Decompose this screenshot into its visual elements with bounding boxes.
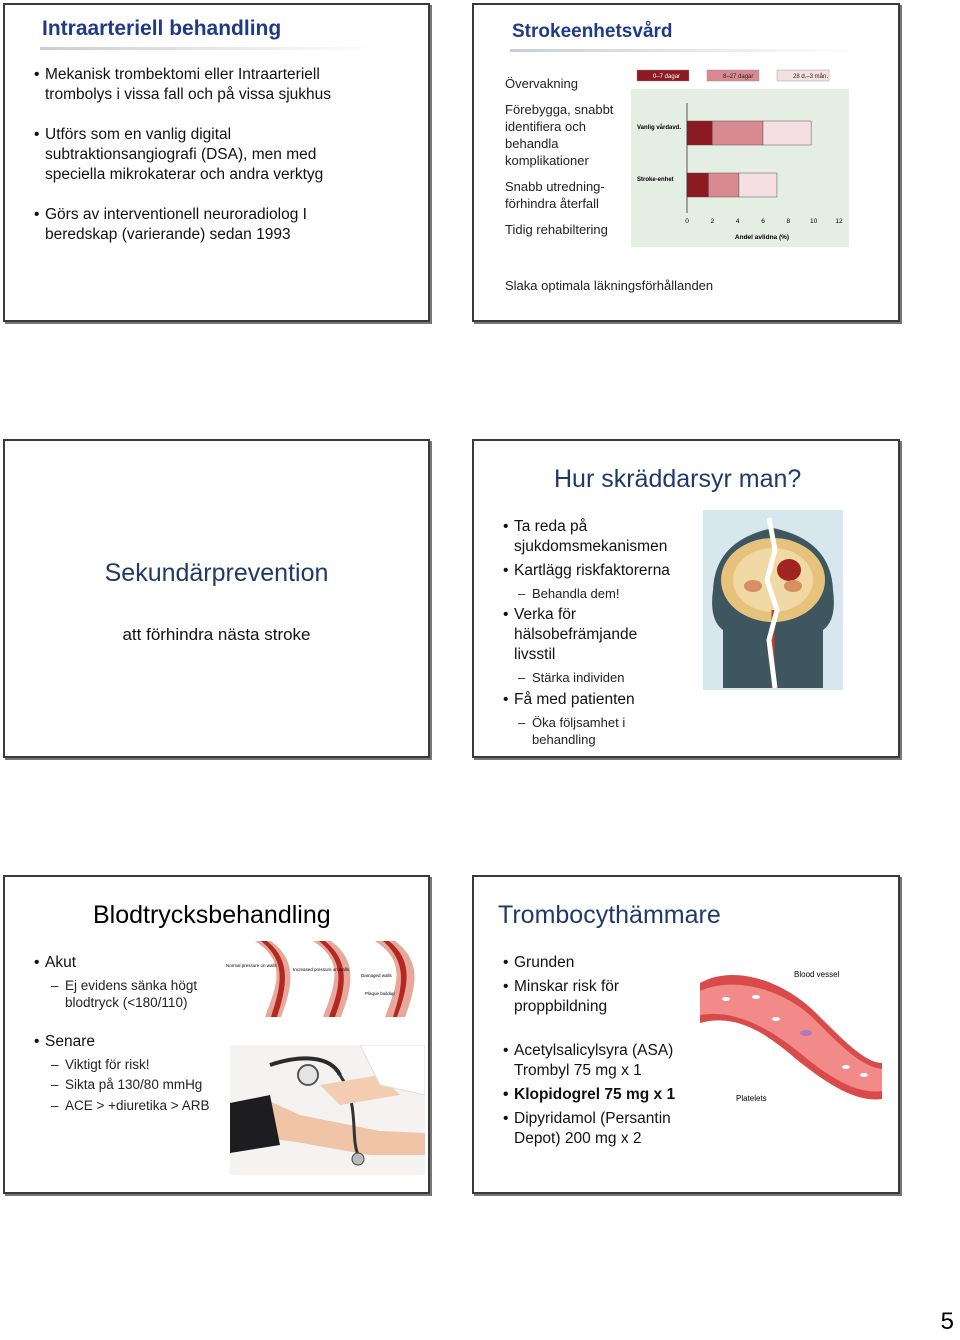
artery-pressure-illustration <box>225 941 425 1017</box>
item-forebygga: Förebygga, snabbt identifiera och behandla komplikationer <box>505 102 614 168</box>
legend-label: 28 d.–3 mån. <box>793 74 829 80</box>
page-number: 5 <box>940 1308 954 1335</box>
vessel-label: Blood vessel <box>794 970 840 979</box>
bar-segment <box>763 121 811 145</box>
bullet: • Få med patienten <box>503 691 635 708</box>
slide-title: Trombocythämmare <box>498 901 721 929</box>
x-tick-label: 8 <box>786 218 791 225</box>
sub-bullet: – Behandla dem! <box>518 586 620 601</box>
slide-sekundarprevention <box>3 439 430 758</box>
slide-title: Strokeenhetsvård <box>512 21 673 42</box>
x-tick-label: 2 <box>710 218 715 225</box>
bullet: • Dipyridamol (Persantin Depot) 200 mg x 2 <box>503 1110 671 1147</box>
brain-stroke-illustration <box>703 510 843 690</box>
bullet: • Görs av interventionell neuroradiolog I beredskap (varierande) sedan 1993 <box>34 206 307 243</box>
x-tick-label: 6 <box>761 218 765 225</box>
x-axis-label: Andel avlidna (%) <box>734 234 790 241</box>
sub-bullet: – Sikta på 130/80 mmHg <box>51 1077 203 1092</box>
slide-skraddarsy <box>472 439 900 758</box>
sub-bullet: – Stärka individen <box>518 670 625 685</box>
slide-trombocythammare <box>472 875 900 1194</box>
blood-vessel-platelets-illustration <box>696 963 886 1113</box>
bar-segment <box>687 121 712 145</box>
bullet: • Akut <box>34 954 77 971</box>
bullet: • Verka för hälsobefrämjande livsstil <box>503 606 638 663</box>
sub-bullet: – Öka följsamhet i behandling <box>518 715 626 747</box>
slide-intraarteriell <box>3 3 430 322</box>
bar-segment <box>687 173 709 197</box>
item-utredning: Snabb utredning- förhindra återfall <box>505 179 605 211</box>
slide-title: Sekundärprevention <box>104 559 329 587</box>
title-underline <box>510 49 860 52</box>
slide-strokeenhet <box>472 3 900 322</box>
artery-label: Plaque buildup <box>365 991 395 996</box>
bullet: • Ta reda på sjukdomsmekanismen <box>503 518 668 555</box>
slide-title: Intraarteriell behandling <box>42 17 282 40</box>
slide-title: Blodtrycksbehandling <box>93 901 331 929</box>
item-rehab: Tidig rehabiltering <box>505 222 608 237</box>
legend-label: 8–27 dagar <box>723 74 754 80</box>
bar-segment <box>709 173 739 197</box>
x-tick-label: 0 <box>685 218 689 225</box>
title-underline <box>40 47 380 50</box>
slide-title: Hur skräddarsyr man? <box>554 465 802 493</box>
item-overvakning: Övervakning <box>505 76 578 91</box>
sub-bullet: – ACE > +diuretika > ARB <box>51 1098 210 1113</box>
bar-segment <box>739 173 777 197</box>
category-label: Stroke-enhet <box>637 177 674 183</box>
legend-label: 0–7 dagar <box>653 74 681 80</box>
artery-label: Damaged walls <box>361 973 392 978</box>
bullet: • Utförs som en vanlig digital subtraktionsangiografi (DSA), men med speciella mikrokaterar och andra verktyg <box>34 126 324 183</box>
slide-footer: Slaka optimala läkningsförhållanden <box>505 278 714 293</box>
bullet: • Minskar risk för proppbildning <box>503 978 620 1015</box>
x-tick-label: 4 <box>735 218 740 225</box>
sub-bullet: – Ej evidens sänka högt blodtryck (<180/110) <box>51 978 198 1010</box>
bullet: • Senare <box>34 1033 95 1050</box>
sub-bullet: – Viktigt för risk! <box>51 1057 150 1072</box>
platelets-label: Platelets <box>736 1094 767 1103</box>
artery-label: Increased pressure on walls <box>293 967 350 972</box>
artery-label: Normal pressure on walls <box>226 963 277 968</box>
x-tick-label: 12 <box>835 218 843 225</box>
slide-blodtryck <box>3 875 430 1194</box>
bullet: • Kartlägg riskfaktorerna <box>503 562 670 579</box>
x-tick-label: 10 <box>810 218 818 225</box>
slide-subtitle: att förhindra nästa stroke <box>122 625 311 644</box>
bullet: • Grunden <box>503 954 575 971</box>
category-label: Vanlig vårdavd. <box>637 125 682 131</box>
mortality-chart <box>631 63 849 247</box>
blood-pressure-measurement-photo <box>230 1045 425 1175</box>
bullet: • Acetylsalicylsyra (ASA) Trombyl 75 mg x 1 <box>503 1042 674 1079</box>
bar-segment <box>712 121 763 145</box>
bullet: • Mekanisk trombektomi eller Intraarteriell trombolys i vissa fall och på vissa sjukhus <box>34 66 332 103</box>
bullet: • Klopidogrel 75 mg x 1 <box>503 1086 676 1103</box>
